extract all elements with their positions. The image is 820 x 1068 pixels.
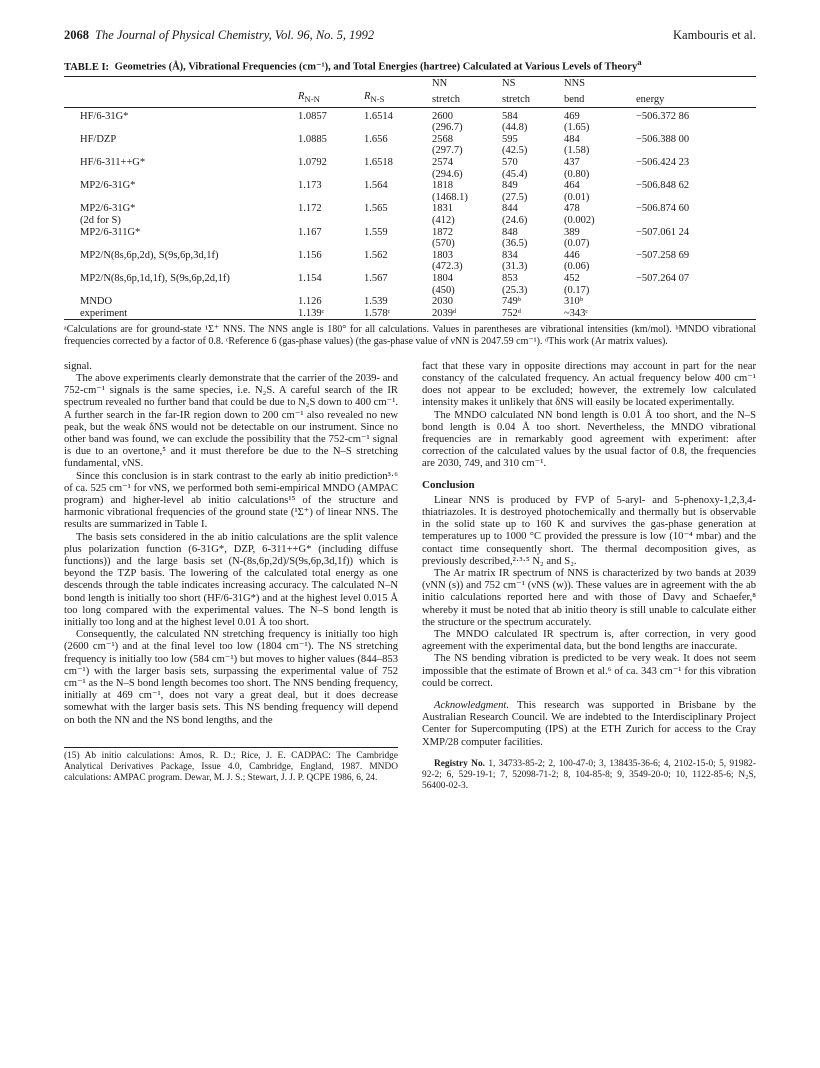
header-nn-top: NN	[432, 77, 448, 89]
ns-int-cell: (36.5)	[502, 238, 528, 250]
ns-cell: 844	[502, 203, 518, 215]
conclusion-paragraph-3: The MNDO calculated IR spectrum is, after correction, in very good agreement with the experimental data, but the bond lengths are inaccurate.	[422, 628, 756, 653]
empty-cell	[632, 192, 756, 204]
nn-cell: 1818	[432, 180, 453, 192]
nn-int-cell: (412)	[432, 214, 455, 226]
nn-cell: 1803	[432, 249, 453, 261]
table-row	[64, 157, 756, 169]
table-row	[64, 180, 756, 192]
empty-cell	[294, 261, 360, 273]
nn-cell: 1872	[432, 226, 453, 238]
empty-cell	[360, 192, 428, 204]
bend-int-cell: (1.65)	[564, 122, 590, 134]
table-caption-note: a	[637, 57, 642, 67]
energy-cell	[632, 296, 756, 308]
method-note-cell	[64, 192, 294, 204]
empty-cell	[294, 169, 360, 181]
journal-citation: The Journal of Physical Chemistry, Vol. 96, No. 5, 1992	[95, 28, 375, 42]
left-paragraph-1: signal.	[64, 360, 92, 372]
rns-cell: 1.6518	[364, 156, 393, 168]
method-cell: HF/6-31G*	[80, 110, 129, 122]
rns-cell: 1.539	[364, 296, 388, 308]
nn-cell: 1804	[432, 272, 453, 284]
method-cell: MP2/6-31G*	[80, 203, 136, 215]
table-row	[64, 203, 756, 215]
rns-cell: 1.562	[364, 249, 388, 261]
empty-cell	[632, 238, 756, 250]
acknowledgment-label: Acknowledgment.	[434, 699, 510, 711]
right-paragraph-1: fact that these vary in opposite directions may account in part for the near constancy of the calculated frequency. An actual frequency below 400 cm⁻¹ does not appear to be excluded; however, the extremely low calculated intensity makes it unlikely that δNS will easily be located experimentally.	[422, 360, 756, 409]
energy-cell: −507.264 07	[636, 272, 690, 284]
energy-cell: −506.388 00	[636, 133, 690, 145]
table-row-intensity	[64, 169, 756, 181]
table-header-row-1	[64, 76, 756, 90]
header-ns-top: NS	[502, 77, 516, 89]
header-rnn: $R_{N-N}$	[294, 90, 360, 108]
table-row-intensity	[64, 238, 756, 250]
empty-cell	[632, 215, 756, 227]
journal-page	[64, 28, 756, 792]
bend-cell: 446	[564, 249, 580, 261]
energy-cell: −506.424 23	[636, 156, 690, 168]
method-cell: MP2/6-31G*	[80, 180, 136, 192]
bend-cell: 484	[564, 133, 580, 145]
conclusion-paragraph-4: The NS bending vibration is predicted to be very weak. It does not seem impossible that the estimate of Brown et al.⁶ of ca. 343 cm⁻¹ for this vibration could be correct.	[422, 653, 756, 689]
empty-cell	[294, 238, 360, 250]
empty-cell	[294, 285, 360, 297]
left-paragraph-2: The above experiments clearly demonstrate that the carrier of the 2039- and 752-cm⁻¹ signals is the same species, i.e. N₂S. A careful search of the IR spectrum revealed no further band that could be due to N₂S down to 400 cm⁻¹. A further search in the far-IR region down to 200 cm⁻¹ also revealed no new peak, but the weak δNS would not be detectable on our instrument. Since no other band was found, we can exclude the possibility that the 752-cm⁻¹ signal is due to an overtone,⁵ and it must therefore be due to the N–S stretching fundamental, νNS.	[64, 372, 399, 470]
energy-cell: −507.061 24	[636, 226, 690, 238]
ns-int-cell: (24.6)	[502, 214, 528, 226]
header-nns-bottom: bend	[560, 90, 632, 108]
energy-cell: −506.874 60	[636, 203, 690, 215]
method-note-cell	[64, 238, 294, 250]
nn-cell: 2039ᵈ	[432, 307, 457, 319]
table-row-intensity	[64, 285, 756, 297]
empty-cell	[360, 238, 428, 250]
nn-int-cell: (450)	[432, 284, 455, 296]
empty-cell	[294, 122, 360, 134]
ns-cell: 584	[502, 110, 518, 122]
rnn-cell: 1.139ᶜ	[298, 307, 325, 319]
bend-int-cell: (0.17)	[564, 284, 590, 296]
table-row	[64, 296, 756, 308]
rns-cell: 1.559	[364, 226, 388, 238]
ns-int-cell: (31.3)	[502, 261, 528, 273]
table-row	[64, 273, 756, 285]
rnn-cell: 1.167	[298, 226, 322, 238]
empty-cell	[360, 285, 428, 297]
table-row	[64, 308, 756, 320]
method-note-cell: (2d for S)	[80, 214, 121, 226]
bend-int-cell: (0.01)	[564, 191, 590, 203]
energy-cell: −506.372 86	[636, 110, 690, 122]
rnn-cell: 1.172	[298, 203, 322, 215]
ns-int-cell: (45.4)	[502, 168, 528, 180]
method-cell: MP2/6-311G*	[80, 226, 141, 238]
table-row-intensity	[64, 145, 756, 157]
header-nns-top: NNS	[564, 77, 586, 89]
rnn-cell: 1.173	[298, 180, 322, 192]
empty-cell	[632, 261, 756, 273]
left-column	[64, 361, 398, 793]
bend-cell: 310ᵇ	[564, 296, 584, 308]
ns-cell: 848	[502, 226, 518, 238]
nn-int-cell: (1468.1)	[432, 191, 468, 203]
method-note-cell	[64, 122, 294, 134]
table-row	[64, 250, 756, 262]
conclusion-paragraph-2: The Ar matrix IR spectrum of NNS is characterized by two bands at 2039 (νNN (s)) and 752 cm⁻¹ (νNS (w)). These values are in agreement with the ab initio calculations reported here and with those of Davy and Schaefer,⁸ whereby it must be noted that ab initio theory is still unable to calculate either the structure or the spectrum accurately.	[422, 567, 756, 628]
ns-cell: 849	[502, 180, 518, 192]
rnn-cell: 1.156	[298, 249, 322, 261]
left-paragraph-4: The basis sets considered in the ab initio calculations are the split valence plus polarization function (6-31G*, DZP, 6-311++G* (including diffuse functions)) and the large basis set (N-(8s,6p,2d)/S(9s,6p,3d,1f)) which is beyond the TZP basis. The lowering of the calculated total energy as one descends through the table indicates increasing accuracy. The calculated N–N bond length is initially too short (HF/6-31G*) and at the highest level 0.015 Å too long compared with the experimental values. The N–S bond length is initially too long and at the highest level 0.01 Å too short.	[64, 531, 398, 628]
rns-cell: 1.564	[364, 180, 388, 192]
right-column	[422, 361, 756, 793]
acknowledgment-text: This research was supported in Brisbane by the Australian Research Council. We are indebted to the Interdisciplinary Project Center for Supercomputing (IPS) at the ETH Zurich for access to the Cray XMP/28 computer facilities.	[422, 699, 756, 748]
bend-int-cell: (0.06)	[564, 261, 590, 273]
results-table	[64, 76, 756, 321]
right-paragraph-2: The MNDO calculated NN bond length is 0.01 Å too short, and the N–S bond length is 0.04 Å too short. Nevertheless, the MNDO vibrational frequencies are in remarkably good agreement with experiment: after correction of the calculated values by the usual factor of 0.8, the frequencies are 2030, 749, and 310 cm⁻¹.	[422, 409, 756, 470]
header-energy: energy	[632, 90, 756, 108]
empty-cell	[360, 261, 428, 273]
empty-cell	[632, 122, 756, 134]
nn-int-cell: (296.7)	[432, 122, 463, 134]
reference-15: (15) Ab initio calculations: Amos, R. D.; Rice, J. E. CADPAC: The Cambridge Analytical Derivatives Package, Issue 4.0, Cambridge, England, 1987. MNDO calculations: AMPAC program. Dewar, M. J. S.; Stewart, J. J. P. QCPE 1986, 6, 24.	[64, 747, 398, 784]
bend-cell: 469	[564, 110, 580, 122]
table-row-intensity	[64, 122, 756, 134]
ns-int-cell: (44.8)	[502, 122, 528, 134]
header-nn-bottom: stretch	[428, 90, 498, 108]
rnn-cell: 1.154	[298, 272, 322, 284]
empty-cell	[294, 145, 360, 157]
bend-int-cell: (0.80)	[564, 168, 590, 180]
header-ns-bottom: stretch	[498, 90, 560, 108]
empty-cell	[360, 122, 428, 134]
left-paragraph-5: Consequently, the calculated NN stretching frequency is initially too high (2600 cm⁻¹) and at the final level too low (1804 cm⁻¹). The NS stretching frequency is initially too low (584 cm⁻¹) but moves to higher values (844–853 cm⁻¹) with the larger basis sets, surpassing the experimental value of 752 cm⁻¹ as the N–S bond length becomes too short. The NNS bending frequency, initially at 469 cm⁻¹, does not vary a great deal, but it does decrease somewhat with the larger basis sets. This NS bending frequency will depend on both the NN and the NS bond lengths, and the	[64, 629, 398, 726]
nn-cell: 2574	[432, 156, 453, 168]
registry-numbers	[422, 759, 756, 793]
rns-cell: 1.578ᶜ	[364, 307, 391, 319]
bend-int-cell: (0.07)	[564, 238, 590, 250]
rnn-cell: 1.0857	[298, 110, 327, 122]
ns-cell: 570	[502, 156, 518, 168]
bend-cell: 437	[564, 156, 580, 168]
running-header	[64, 28, 756, 43]
bend-int-cell: (0.002)	[564, 214, 595, 226]
energy-cell: −507.258 69	[636, 249, 690, 261]
empty-cell	[360, 215, 428, 227]
energy-cell	[632, 308, 756, 320]
empty-cell	[360, 145, 428, 157]
energy-cell: −506.848 62	[636, 180, 690, 192]
method-cell: HF/6-311++G*	[80, 156, 146, 168]
table-footnotes: ᵃCalculations are for ground-state ¹Σ⁺ NNS. The NNS angle is 180° for all calculations. Values in parentheses are vibrational intensities (km/mol). ᵇMNDO vibrational frequencies corrected by a factor of 0.8. ᶜReference 6 (gas-phase values) (the gas-phase value of νNN is 2047.59 cm⁻¹). ᵈThis work (Ar matrix values).	[64, 324, 756, 348]
conclusion-heading: Conclusion	[422, 478, 475, 491]
rnn-cell: 1.0885	[298, 133, 327, 145]
method-note-cell	[64, 261, 294, 273]
table-row	[64, 107, 756, 122]
table-caption	[64, 57, 756, 73]
method-cell: experiment	[80, 307, 128, 319]
bend-int-cell: (1.58)	[564, 145, 590, 157]
method-note-cell	[64, 145, 294, 157]
nn-cell: 2030	[432, 296, 453, 308]
table-row-intensity	[64, 261, 756, 273]
nn-int-cell: (294.6)	[432, 168, 463, 180]
table-header-row-2	[64, 90, 756, 108]
table-row-intensity	[64, 215, 756, 227]
table-row	[64, 134, 756, 146]
ns-cell: 749ᵇ	[502, 296, 522, 308]
rns-cell: 1.567	[364, 272, 388, 284]
nn-cell: 2600	[432, 110, 453, 122]
table-body	[64, 107, 756, 320]
bend-cell: 389	[564, 226, 580, 238]
nn-int-cell: (297.7)	[432, 145, 463, 157]
registry-text: 1, 34733-85-2; 2, 100-47-0; 3, 138435-36-6; 4, 2102-15-0; 5, 91982-92-2; 6, 529-19-1; 7, 52098-71-2; 8, 104-85-8; 9, 3549-20-0; 10, 1122-85-6; N₂S, 56400-02-3.	[422, 758, 756, 792]
header-rns: $R_{N-S}$	[360, 90, 428, 108]
method-cell: MP2/N(8s,6p,1d,1f), S(9s,6p,2d,1f)	[80, 272, 230, 284]
ns-cell: 853	[502, 272, 518, 284]
ns-cell: 834	[502, 249, 518, 261]
nn-cell: 1831	[432, 203, 453, 215]
method-cell: MP2/N(8s,6p,2d), S(9s,6p,3d,1f)	[80, 249, 219, 261]
conclusion-paragraph-1: Linear NNS is produced by FVP of 5-aryl- and 5-phenoxy-1,2,3,4-thiatriazoles. It is destroyed photochemically and thermally but is observable in the solid state up to 160 K and survives the gas-phase generation at temperatures up to 1000 °C provided the pressure is low (10⁻⁴ mbar) and the contact time consequently short. The thermal decomposition gives, as previously described,²·³·⁵ N₂ and S₂.	[422, 494, 756, 567]
ns-cell: 595	[502, 133, 518, 145]
bend-cell: 464	[564, 180, 580, 192]
running-header-authors: Kambouris et al.	[673, 28, 756, 42]
body-columns	[64, 361, 756, 793]
running-header-left	[64, 28, 374, 43]
bend-cell: 478	[564, 203, 580, 215]
acknowledgment	[422, 700, 756, 749]
empty-cell	[632, 145, 756, 157]
rns-cell: 1.565	[364, 203, 388, 215]
ns-int-cell: (42.5)	[502, 145, 528, 157]
method-cell: MNDO	[80, 296, 113, 308]
empty-cell	[632, 169, 756, 181]
rns-cell: 1.6514	[364, 110, 393, 122]
nn-int-cell: (570)	[432, 238, 455, 250]
table-row-intensity	[64, 192, 756, 204]
table-caption-text: Geometries (Å), Vibrational Frequencies (cm⁻¹), and Total Energies (hartree) Calculated at Various Levels of Theory	[114, 61, 638, 73]
method-note-cell	[64, 285, 294, 297]
ns-int-cell: (27.5)	[502, 191, 528, 203]
method-cell: HF/DZP	[80, 133, 117, 145]
nn-int-cell: (472.3)	[432, 261, 463, 273]
page-number: 2068	[64, 28, 89, 42]
left-paragraph-3: Since this conclusion is in stark contrast to the early ab initio prediction³·⁶ of ca. 525 cm⁻¹ for νNS, we performed both semi-empirical MNDO (AMPAC program) and higher-level ab initio calculations¹⁵ of the structure and harmonic vibrational frequencies of the ground state (¹Σ⁺) of linear NNS. The results are summarized in Table I.	[64, 470, 398, 531]
rnn-cell: 1.126	[298, 296, 322, 308]
ns-cell: 752ᵈ	[502, 307, 522, 319]
method-note-cell	[64, 169, 294, 181]
empty-cell	[294, 192, 360, 204]
registry-label: Registry No.	[434, 758, 485, 769]
bend-cell: ~343ᶜ	[564, 307, 589, 319]
empty-cell	[632, 285, 756, 297]
bend-cell: 452	[564, 272, 580, 284]
table-label: TABLE I:	[64, 61, 110, 73]
nn-cell: 2568	[432, 133, 453, 145]
empty-cell	[360, 169, 428, 181]
rns-cell: 1.656	[364, 133, 388, 145]
rnn-cell: 1.0792	[298, 156, 327, 168]
ns-int-cell: (25.3)	[502, 284, 528, 296]
empty-cell	[294, 215, 360, 227]
table-row	[64, 227, 756, 239]
